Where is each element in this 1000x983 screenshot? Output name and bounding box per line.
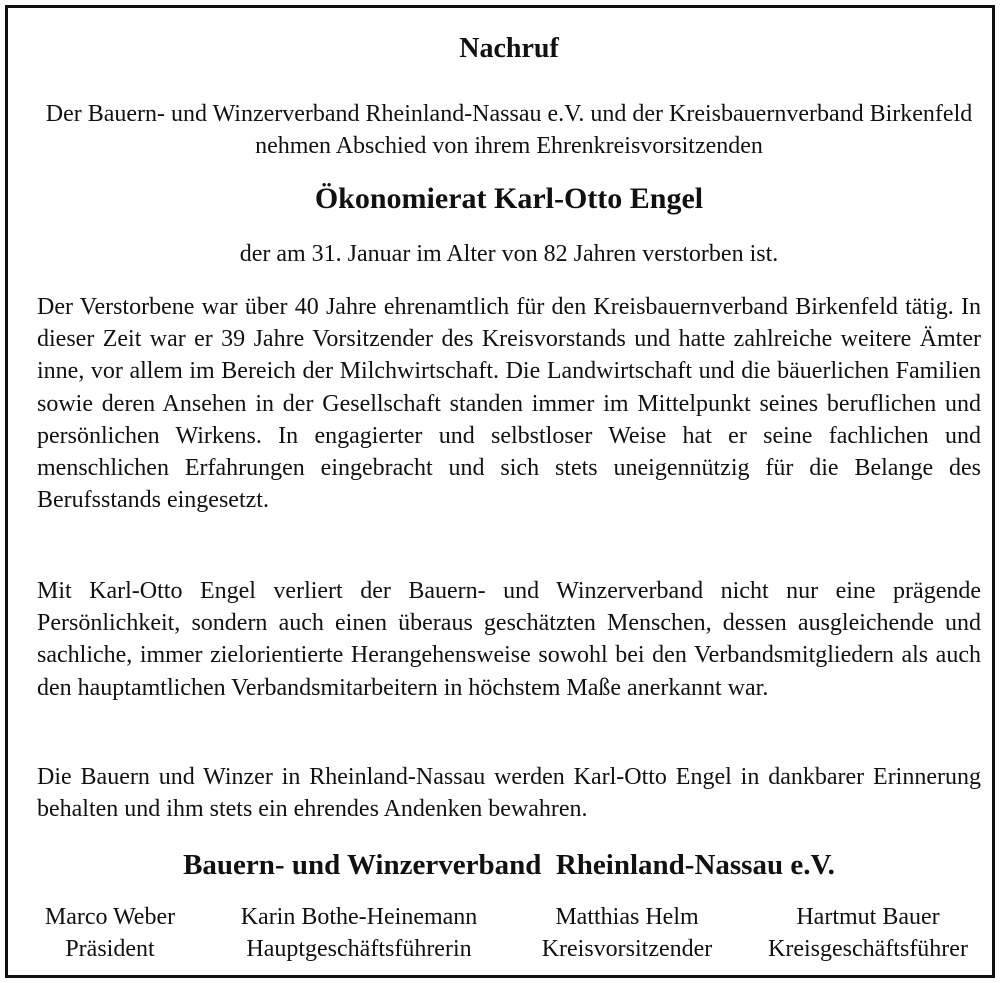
death-line: der am 31. Januar im Alter von 82 Jahren verstorben ist.	[239, 241, 779, 267]
signatory-name: Marco Weber	[44, 904, 176, 930]
signatory	[743, 901, 993, 965]
deceased-name: Ökonomierat Karl-Otto Engel	[314, 182, 704, 215]
signatory-name: Matthias Helm	[555, 904, 699, 930]
organization-name: Bauern- und Winzerverband Rheinland-Nassau e.V.	[183, 849, 835, 881]
signatory-role: Kreisvorsitzender	[541, 936, 713, 962]
signatory-name: Hartmut Bauer	[796, 904, 940, 930]
notice-heading: Nachruf	[459, 33, 559, 64]
signatory-role: Präsident	[65, 936, 155, 962]
signatory-name: Karin Bothe-Heinemann	[240, 904, 478, 930]
signatories	[37, 901, 981, 971]
body-paragraph-2: Mit Karl-Otto Engel verliert der Bauern- und Winzerverband nicht nur eine prägende Persönlichkeit, sondern auch einen überaus geschätzten Menschen, dessen ausgleichende und sachliche, immer zielorientierte Herangehensweise sowohl bei den Verbandsmitgliedern als auch den hauptamtlichen Verbandsmitarbeitern in höchstem Maße anerkannt war.	[37, 578, 981, 701]
signatory-role: Kreisgeschäftsführer	[768, 936, 968, 962]
signatory	[25, 901, 195, 965]
body-paragraph-3: Die Bauern und Winzer in Rheinland-Nassau werden Karl-Otto Engel in dankbarer Erinnerung behalten und ihm stets ein ehrendes Andenken bewahren.	[37, 764, 981, 823]
signatory-role: Hauptgeschäftsführerin	[246, 936, 472, 962]
intro-text: Der Bauern- und Winzerverband Rheinland-Nassau e.V. und der Kreisbauernverband Birkenfeld nehmen Abschied von ihrem Ehrenkreisvorsitzenden	[45, 101, 973, 159]
signatory	[512, 901, 742, 965]
body-paragraph-1: Der Verstorbene war über 40 Jahre ehrenamtlich für den Kreisbauernverband Birkenfeld tätig. In dieser Zeit war er 39 Jahre Vorsitzender des Kreisvorstands und hatte zahlreiche weitere Ämter inne, vor allem im Bereich der Milchwirtschaft. Die Landwirtschaft und die bäuerlichen Familien sowie deren Ansehen in der Gesellschaft standen immer im Mittelpunkt seines beruflichen und persönlichen Wirkens. In engagierter und selbstloser Weise hat er seine fachlichen und menschlichen Erfahrungen eingebracht und sich stets uneigennützig für die Belange des Berufsstands eingesetzt.	[37, 294, 981, 514]
obituary-frame	[5, 5, 995, 978]
signatory	[209, 901, 509, 965]
